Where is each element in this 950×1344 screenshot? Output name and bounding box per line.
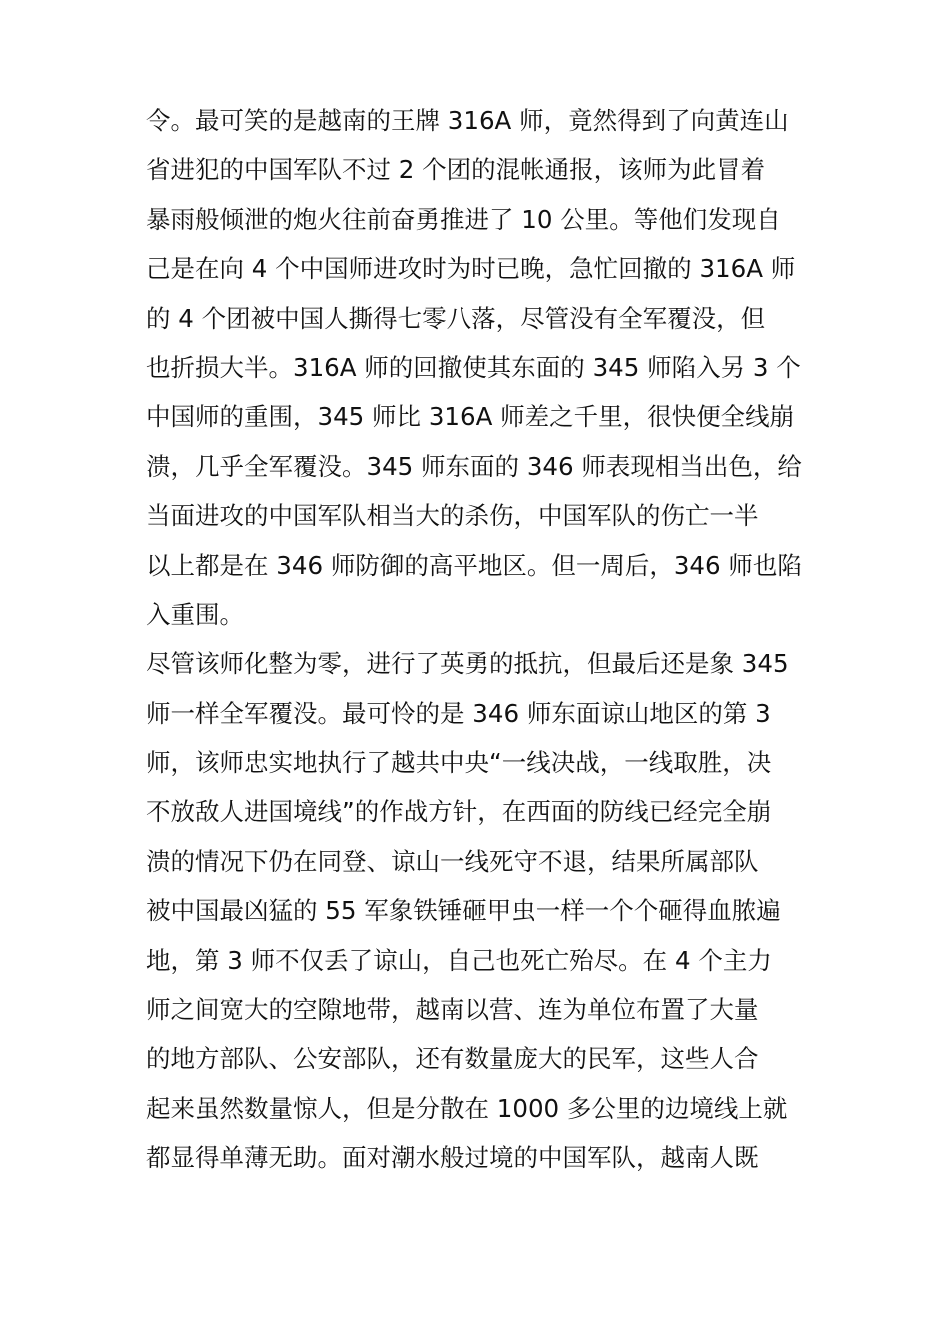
text-line-17: 被中国最凶猛的 55 军象铁锤砸甲虫一样一个个砸得血脓遍: [146, 896, 781, 926]
text-line-21: 起来虽然数量惊人，但是分散在 1000 多公里的边境线上就: [146, 1093, 788, 1123]
text-line-19: 师之间宽大的空隙地带，越南以营、连为单位布置了大量: [146, 995, 759, 1025]
text-line-11: 入重围。: [146, 599, 244, 629]
text-line-6: 也折损大半。316A 师的回撤使其东面的 345 师陷入另 3 个: [146, 352, 801, 382]
text-line-13: 师一样全军覆没。最可怜的是 346 师东面谅山地区的第 3: [146, 698, 771, 728]
text-line-2: 省进犯的中国军队不过 2 个团的混帐通报，该师为此冒着: [146, 155, 766, 185]
text-line-14: 师，该师忠实地执行了越共中央“一线决战，一线取胜，决: [146, 748, 772, 778]
text-line-1: 令。最可笑的是越南的王牌 316A 师，竟然得到了向黄连山: [146, 106, 789, 135]
text-line-18: 地，第 3 师不仅丢了谅山，自己也死亡殆尽。在 4 个主力: [146, 945, 772, 975]
text-line-20: 的地方部队、公安部队，还有数量庞大的民军，这些人合: [146, 1044, 759, 1074]
text-line-8: 溃，几乎全军覆没。345 师东面的 346 师表现相当出色，给: [146, 451, 802, 481]
text-line-16: 溃的情况下仍在同登、谅山一线死守不退，结果所属部队: [146, 846, 759, 876]
text-line-4: 己是在向 4 个中国师进攻时为时已晚，急忙回撤的 316A 师: [146, 254, 796, 284]
text-line-3: 暴雨般倾泄的炮火往前奋勇推进了 10 公里。等他们发现自: [146, 204, 781, 234]
text-line-7: 中国师的重围，345 师比 316A 师差之千里，很快便全线崩: [146, 402, 795, 432]
text-line-15: 不放敌人进国境线”的作战方针，在西面的防线已经完全崩: [146, 797, 772, 827]
text-line-22: 都显得单薄无助。面对潮水般过境的中国军队，越南人既: [146, 1143, 759, 1173]
text-line-12: 尽管该师化整为零，进行了英勇的抵抗，但最后还是象 345: [146, 649, 789, 679]
text-line-10: 以上都是在 346 师防御的高平地区。但一周后，346 师也陷: [146, 550, 802, 580]
body-text: [146, 96, 816, 1183]
text-line-5: 的 4 个团被中国人撕得七零八落，尽管没有全军覆没，但: [146, 303, 766, 333]
text-line-9: 当面进攻的中国军队相当大的杀伤，中国军队的伤亡一半: [146, 501, 759, 531]
